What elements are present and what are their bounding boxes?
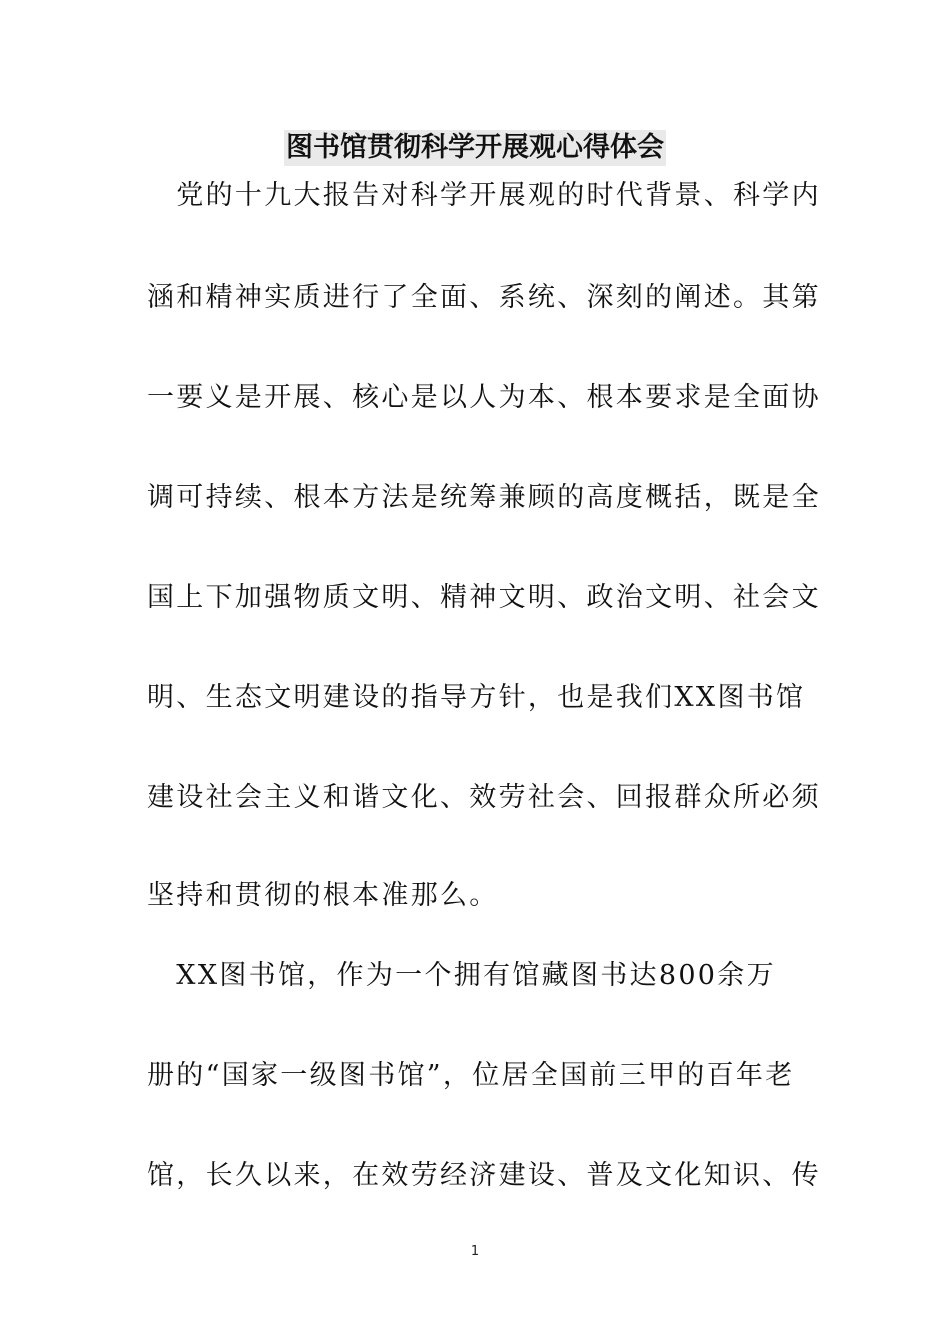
body-line-9: XX图书馆，作为一个拥有馆藏图书达800余万 [147, 960, 776, 991]
body-line-6: 明、生态文明建设的指导方针，也是我们XX图书馆 [147, 682, 806, 713]
body-line-11: 馆，长久以来，在效劳经济建设、普及文化知识、传 [147, 1160, 821, 1191]
body-line-4: 调可持续、根本方法是统筹兼顾的高度概括，既是全 [147, 482, 821, 513]
body-line-2: 涵和精神实质进行了全面、系统、深刻的阐述。其第 [147, 282, 821, 313]
title-container [0, 130, 950, 166]
body-line-7: 建设社会主义和谐文化、效劳社会、回报群众所必须 [147, 782, 821, 813]
body-line-3: 一要义是开展、核心是以人为本、根本要求是全面协 [147, 382, 821, 413]
body-line-8: 坚持和贯彻的根本准那么。 [147, 880, 499, 911]
body-line-5: 国上下加强物质文明、精神文明、政治文明、社会文 [147, 582, 821, 613]
body-line-10: 册的“国家一级图书馆”，位居全国前三甲的百年老 [147, 1060, 795, 1091]
page-number: 1 [470, 1244, 480, 1259]
body-line-1: 党的十九大报告对科学开展观的时代背景、科学内 [147, 180, 821, 211]
document-title: 图书馆贯彻科学开展观心得体会 [284, 130, 666, 166]
